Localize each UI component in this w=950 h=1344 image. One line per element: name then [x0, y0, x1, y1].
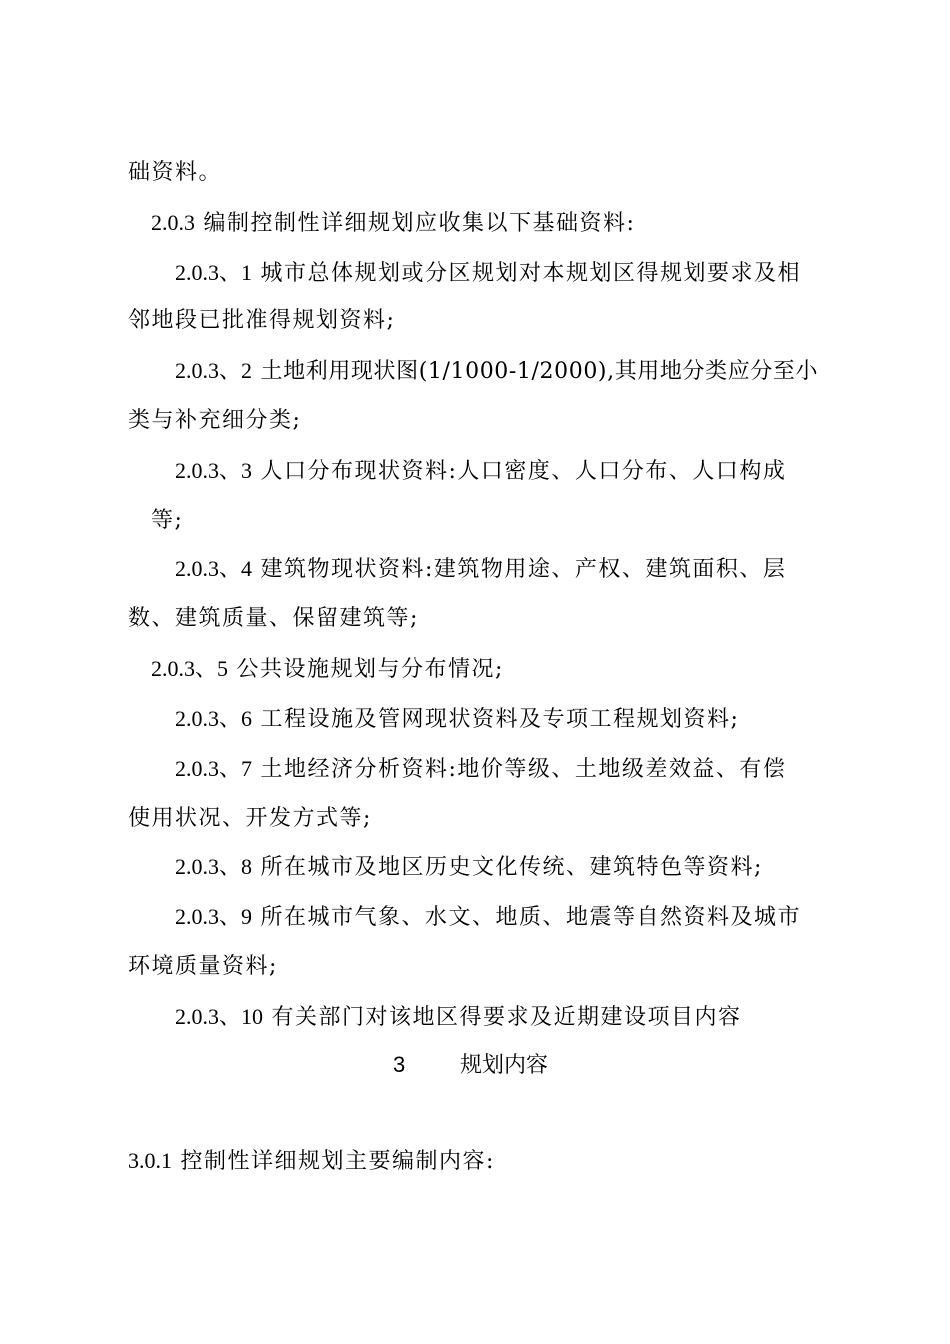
line-text: 数、建筑质量、保留建筑等; [128, 606, 419, 631]
text-line [175, 1002, 742, 1033]
line-text: 城市总体规划或分区规划对本规划区得规划要求及相 [260, 261, 802, 286]
text-line [175, 704, 739, 735]
clause-number: 2.0.3、8 [175, 854, 253, 879]
text-line [175, 258, 801, 289]
clause-number: 2.0.3、4 [175, 556, 253, 581]
line-text: 人口分布现状资料:人口密度、人口分布、人口构成 [260, 459, 787, 484]
clause-number: 2.0.3 [151, 210, 195, 235]
text-line [128, 952, 278, 982]
text-line [151, 506, 183, 536]
text-line [175, 902, 801, 933]
clause-number: 2.0.3、10 [175, 1004, 264, 1029]
text-line [128, 804, 372, 834]
section-number: 3 [393, 1052, 406, 1077]
text-line [175, 754, 786, 785]
line-text: 控制性详细规划主要编制内容: [180, 1149, 495, 1174]
text-line [175, 852, 763, 883]
line-text: 类与补充细分类; [128, 408, 302, 433]
text-line [151, 654, 504, 685]
clause-number: 2.0.3、5 [151, 656, 229, 681]
line-text: 环境质量资料; [128, 954, 278, 979]
line-text: 土地经济分析资料:地价等级、土地级差效益、有偿 [260, 757, 787, 782]
line-text: 编制控制性详细规划应收集以下基础资料: [203, 211, 636, 236]
clause-number: 2.0.3、6 [175, 706, 253, 731]
text-line [128, 158, 222, 188]
line-text: 础资料。 [128, 160, 223, 185]
line-text: 有关部门对该地区得要求及近期建设项目内容 [271, 1005, 742, 1030]
line-text: 使用状况、开发方式等; [128, 806, 372, 831]
text-line [128, 306, 395, 336]
clause-number: 2.0.3、2 [175, 358, 253, 383]
line-text: 土地利用现状图(1/1000-1/2000),其用地分类应分至小 [260, 359, 819, 384]
line-text: 邻地段已批准得规划资料; [128, 308, 396, 333]
clause-number: 2.0.3、7 [175, 756, 253, 781]
clause-number: 2.0.3、3 [175, 458, 253, 483]
text-line [175, 356, 818, 387]
line-text: 所在城市及地区历史文化传统、建筑特色等资料; [260, 855, 763, 880]
text-line [175, 456, 786, 487]
section-heading [393, 1050, 548, 1081]
line-text: 等; [151, 508, 184, 533]
clause-number: 3.0.1 [128, 1148, 172, 1173]
text-line [128, 406, 301, 436]
text-line [128, 604, 419, 634]
text-line [175, 554, 786, 585]
text-line [128, 1146, 495, 1177]
line-text: 所在城市气象、水文、地质、地震等自然资料及城市 [260, 905, 802, 930]
line-text: 公共设施规划与分布情况; [236, 657, 504, 682]
text-line [151, 208, 635, 239]
section-title: 规划内容 [460, 1053, 549, 1078]
clause-number: 2.0.3、1 [175, 260, 253, 285]
line-text: 建筑物现状资料:建筑物用途、产权、建筑面积、层 [260, 557, 787, 582]
clause-number: 2.0.3、9 [175, 904, 253, 929]
line-text: 工程设施及管网现状资料及专项工程规划资料; [260, 707, 740, 732]
